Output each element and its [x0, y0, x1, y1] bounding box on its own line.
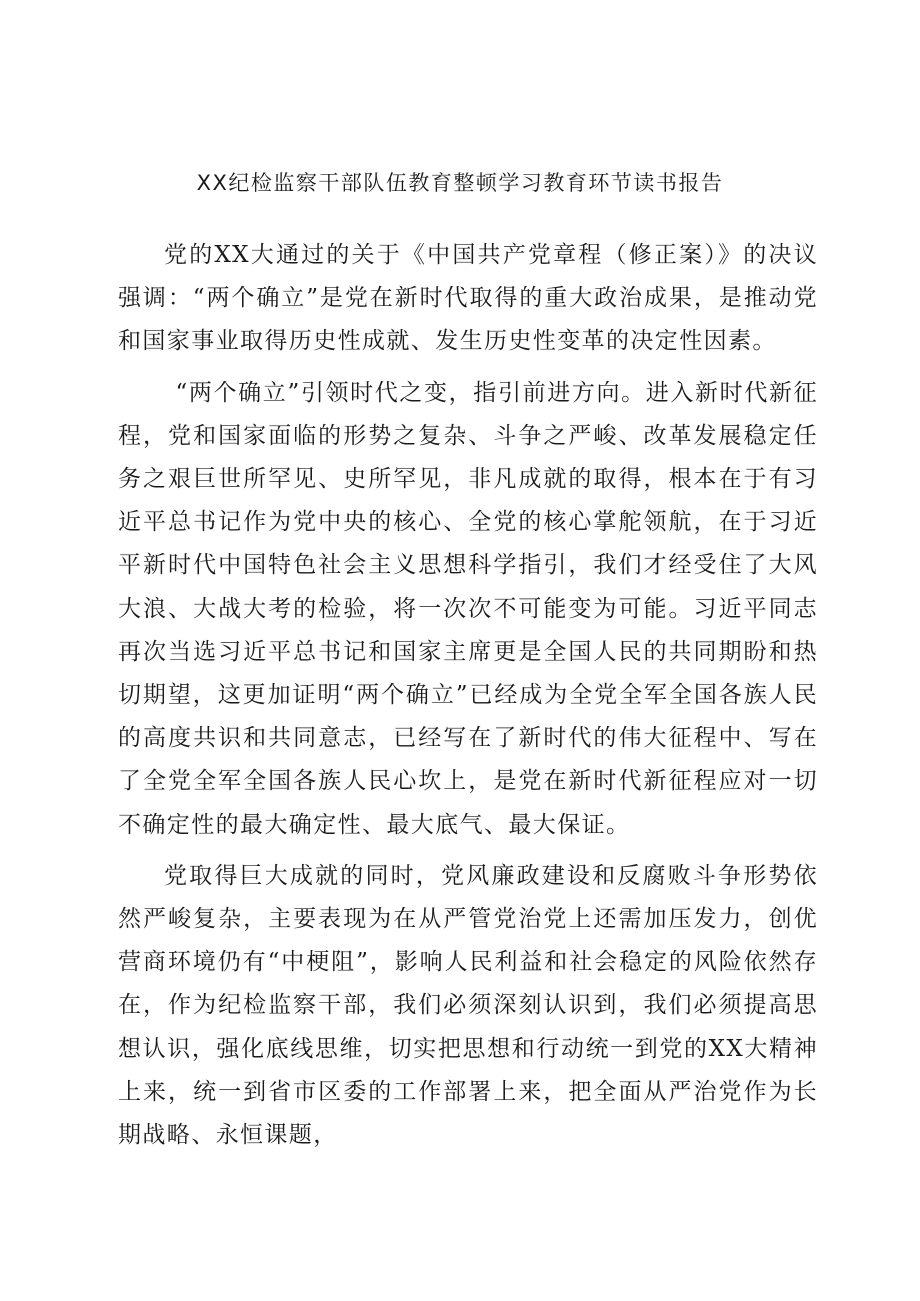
paragraph-1: 党的XX大通过的关于《中国共产党章程（修正案）》的决议强调：“两个确立”是党在新时代取得的重大政治成果，是推动党和国家事业取得历史性成就、发生历史性变革的决定性因素。 — [118, 242, 818, 355]
document-title: XX纪检监察干部队伍教育整顿学习教育环节读书报告 — [196, 171, 724, 195]
paragraph-3: 党取得巨大成就的同时，党风廉政建设和反腐败斗争形势依然严峻复杂，主要表现为在从严管党治党上还需加压发力，创优营商环境仍有“中梗阻”，影响人民利益和社会稳定的风险依然存在，作为纪检监察干部，我们必须深刻认识到，我们必须提高思想认识，强化底线思维，切实把思想和行动统一到党的XX大精神上来，统一到省市区委的工作部署上来，把全面从严治党作为长期战略、永恒课题， — [118, 862, 818, 1149]
paragraph-2: “两个确立”引领时代之变，指引前进方向。进入新时代新征程，党和国家面临的形势之复杂、斗争之严峻、改革发展稳定任务之艰巨世所罕见、史所罕见，非凡成就的取得，根本在于有习近平总书记作为党中央的核心、全党的核心掌舵领航，在于习近平新时代中国特色社会主义思想科学指引，我们才经受住了大风大浪、大战大考的检验，将一次次不可能变为可能。习近平同志再次当选习近平总书记和国家主席更是全国人民的共同期盼和热切期望，这更加证明“两个确立”已经成为全党全军全国各族人民的高度共识和共同意志，已经写在了新时代的伟大征程中、写在了全党全军全国各族人民心坎上，是党在新时代新征程应对一切不确定性的最大确定性、最大底气、最大保证。 — [118, 379, 818, 838]
document-body — [118, 234, 818, 1165]
